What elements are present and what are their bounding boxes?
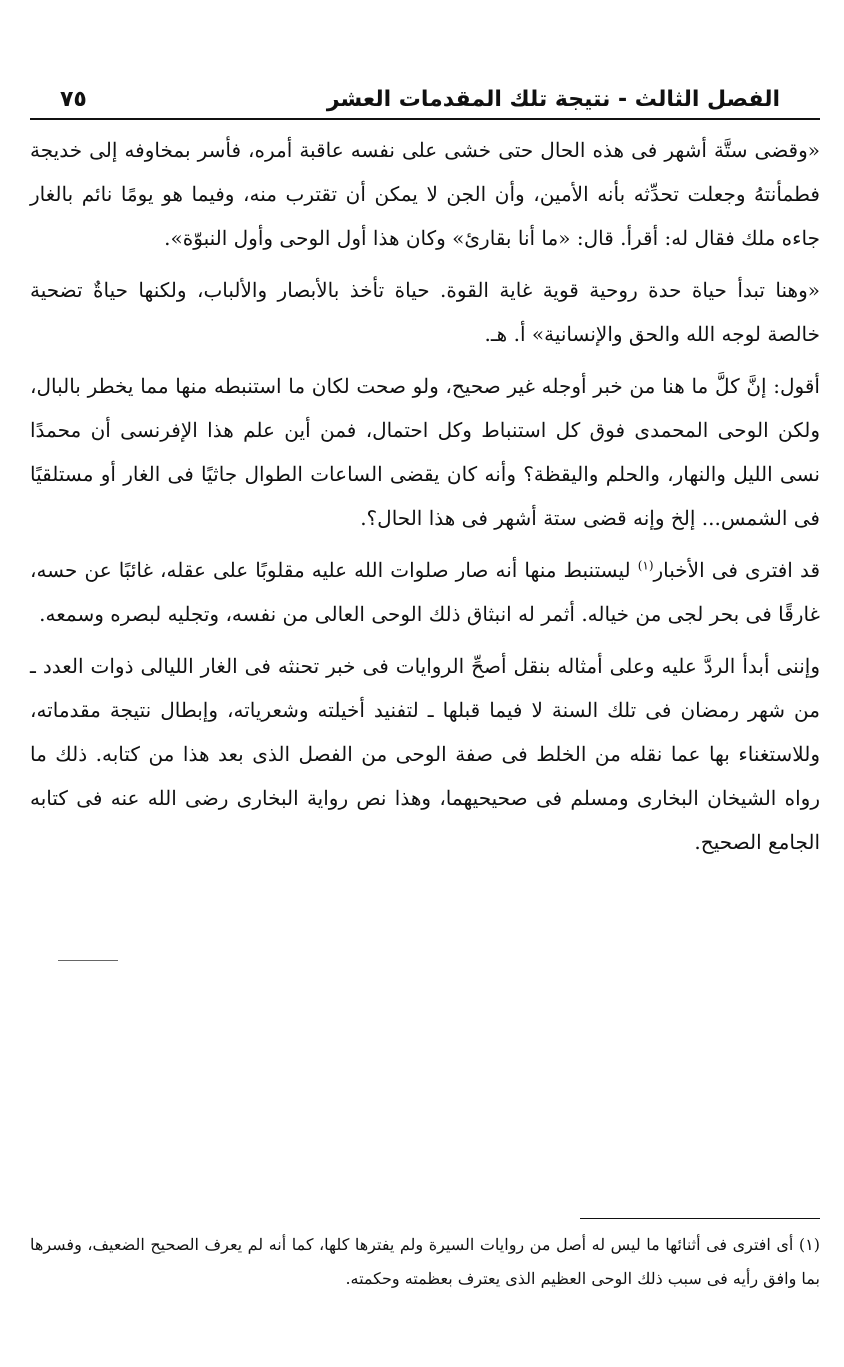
footnote-rule [580, 1218, 820, 1219]
paragraph-4-rest: ليستنبط منها أنه صار صلوات الله عليه مقلوبًا على عقله، غائبًا عن حسه، غارقًا فى بحر لجى من خياله. أثمر له انبثاق ذلك الوحى العالى من نفسه، وتجليه لبصره وسمعه. [30, 558, 820, 626]
paragraph-4 [30, 548, 820, 636]
header-rule [30, 118, 820, 120]
paragraph-2: «وهنا تبدأ حياة حدة روحية قوية غاية القوة. حياة تأخذ بالأبصار والألباب، ولكنها حياةٌ تضحية خالصة لوجه الله والحق والإنسانية» أ. هـ. [30, 278, 820, 346]
paragraph-4-start: قد افترى فى الأخبار [653, 558, 820, 582]
paragraph-1: «وقضى ستَّة أشهر فى هذه الحال حتى خشى على نفسه عاقبة أمره، فأسر بمخاوفه إلى خديجة فطمأنتهُ وجعلت تحدِّثه بأنه الأمين، وأن الجن لا يمكن أن تقترب منه، وفيما هو يومًا نائم بالغار جاءه ملك فقال له: أقرأ. قال: «ما أنا بقارئ» وكان هذا أول الوحى وأول النبوّة». [30, 138, 820, 250]
page-number: ٧٥ [60, 87, 87, 112]
footnote-text: (١) أى افترى فى أثنائها ما ليس له أصل من روايات السيرة ولم يفترها كلها، كما أنه لم يعرف الصحيح الضعيف، وفسرها بما وافق رأيه فى سبب ذلك الوحى العظيم الذى يعترف بعظمته وحكمته. [30, 1235, 820, 1288]
chapter-title: الفصل الثالث - نتيجة تلك المقدمات العشر [326, 87, 780, 112]
paragraph-3: أقول: إنَّ كلَّ ما هنا من خبر أوجله غير صحيح، ولو صحت لكان ما استنبطه منها مما يخطر بالبال، ولكن الوحى المحمدى فوق كل استنباط وكل احتمال، فمن أين علم هذا الإفرنسى أن محمدًا نسى الليل والنهار، والحلم واليقظة؟ وأنه كان يقضى الساعات الطوال جاثيًا فى الغار أو مستلقيًا فى الشمس... إلخ وإنه قضى ستة أشهر فى هذا الحال؟. [30, 374, 820, 530]
main-text [30, 128, 820, 870]
paragraph-5: وإننى أبدأ الردَّ عليه وعلى أمثاله بنقل أصحِّ الروايات فى خبر تحنثه فى الغار الليالى ذوات العدد ـ من شهر رمضان فى تلك السنة لا فيما قبلها ـ لتفنيد أخيلته وشعرياته، وإبطال نتيجة مقدماته، وللاستغناء بها عما نقله من الخلط فى صفة الوحى من الفصل الذى بعد هذا من كتابه. ذلك ما رواه الشيخان البخارى ومسلم فى صحيحيهما، وهذا نص رواية البخارى رضى الله عنه فى كتابه الجامع الصحيح. [30, 654, 820, 854]
book-page [30, 0, 820, 1367]
footnote-reference: (١) [637, 558, 654, 573]
footnote [30, 1228, 820, 1296]
running-header [30, 78, 820, 112]
stray-mark [58, 960, 118, 961]
